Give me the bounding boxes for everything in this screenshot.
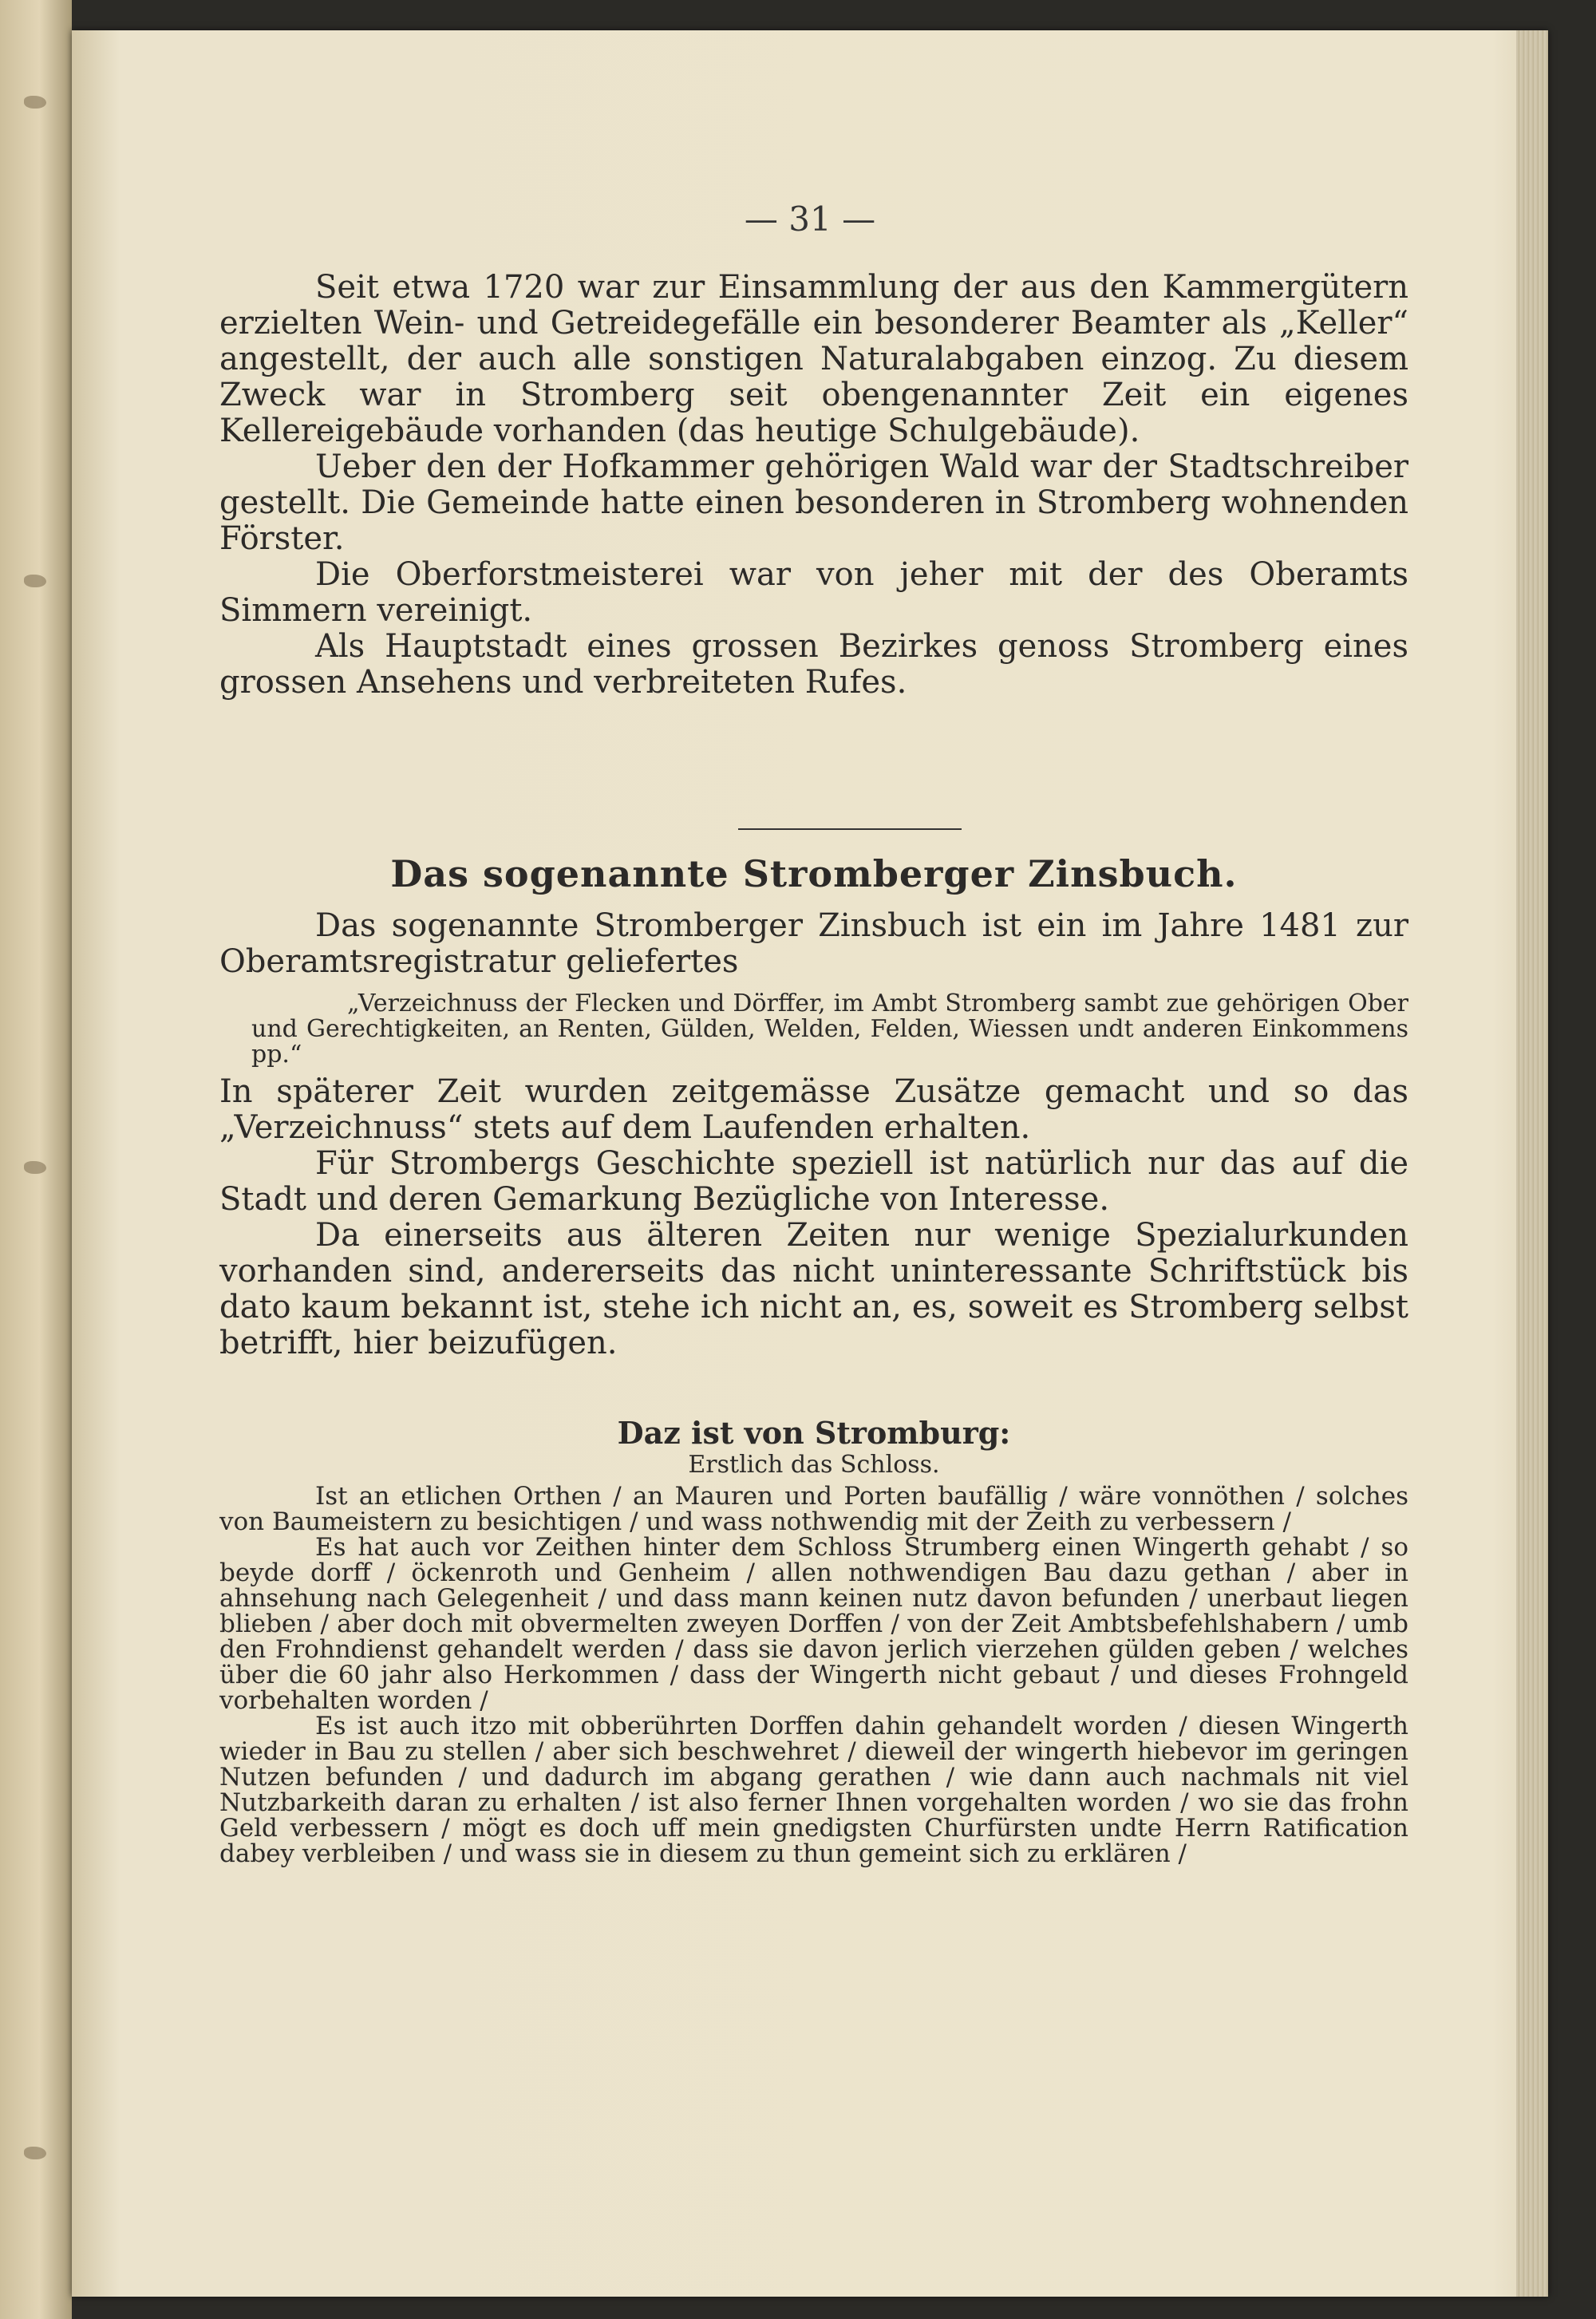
section-divider [738, 828, 962, 830]
stain-mark [24, 1161, 46, 1174]
stain-mark [24, 575, 46, 587]
paragraph: Das sogenannte Stromberger Zinsbuch ist ein im Jahre 1481 zur Oberamtsregistratur geliefertes [219, 907, 1408, 980]
stain-mark [24, 2147, 46, 2159]
paragraph: Ueber den der Hofkammer gehörigen Wald war der Stadtschreiber gestellt. Die Gemeinde hatte einen besonderen in Stromberg wohnenden Förster. [219, 448, 1408, 557]
paragraph: Es ist auch itzo mit obberührten Dorffen dahin gehandelt worden / diesen Wingerth wieder in Bau zu stellen / aber sich beschwehret / dieweil der wingerth hiebevor im geringen Nutzen befunden / und dadurch im abgang gerathen / wie dann auch nachmals nit viel Nutzbarkeith daran zu erhalten / ist also ferner Ihnen vorgehalten worden / wo sie das frohn Geld verbessern / mögt es doch uff mein gnedigsten Churfürsten undte Herrn Ratification dabey verbleiben / und wass sie in diesem zu thun gemeint sich zu erklären / [219, 1712, 1408, 1868]
section-title: Das sogenannte Stromberger Zinsbuch. [390, 852, 1238, 895]
zinsbuch-section [219, 852, 1408, 1361]
book-page [72, 30, 1548, 2297]
stain-mark [24, 96, 46, 109]
subsection-subtitle: Erstlich das Schloss. [688, 1451, 940, 1479]
paragraph: Seit etwa 1720 war zur Einsammlung der aus den Kammergütern erzielten Wein- und Getreidegefälle ein besonderer Beamter als „Keller“ angestellt, der auch alle sonstigen Naturalabgaben einzog. Zu diesem Zweck war in Stromberg seit obengenannter Zeit ein eigenes Kellereigebäude vorhanden (das heutige Schulgebäude). [219, 269, 1408, 449]
paragraph: Für Strombergs Geschichte speziell ist natürlich nur das auf die Stadt und deren Gemarkung Bezügliche von Interesse. [219, 1145, 1408, 1218]
paragraph: Als Hauptstadt eines grossen Bezirkes genoss Stromberg eines grossen Ansehens und verbreiteten Rufes. [219, 628, 1408, 701]
paragraph: Es hat auch vor Zeithen hinter dem Schloss Strumberg einen Wingerth gehabt / so beyde dorff / öckenroth und Genheim / allen nothwendigen Bau dazu gethan / aber in ahnsehung nach Gelegenheit / und dass mann keinen nutz davon befunden / unerbaut liegen blieben / aber doch mit obvermelten zweyen Dorffen / von der Zeit Ambtsbefehlshabern / umb den Frohndienst gehandelt werden / dass sie davon jerlich vierzehen gülden geben / welches über die 60 jahr also Herkommen / dass der Wingerth nicht gebaut / und dieses Frohngeld vorbehalten worden / [219, 1533, 1408, 1715]
stromburg-section [219, 1415, 1408, 1867]
paragraph: Die Oberforstmeisterei war von jeher mit der des Oberamts Simmern vereinigt. [219, 556, 1408, 629]
paragraph: In späterer Zeit wurden zeitgemässe Zusätze gemacht und so das „Verzeichnuss“ stets auf dem Laufenden erhalten. [219, 1073, 1408, 1146]
facing-page-edge [0, 0, 72, 2319]
page-edge [1516, 30, 1548, 2297]
subsection-title: Daz ist von Stromburg: [617, 1415, 1011, 1451]
page-number: — 31 — [744, 200, 876, 239]
intro-block [219, 270, 1408, 701]
paragraph: Da einerseits aus älteren Zeiten nur wenige Spezialurkunden vorhanden sind, andererseits das nicht uninteressante Schriftstück bis dato kaum bekannt ist, stehe ich nicht an, es, soweit es Stromberg selbst betrifft, hier beizufügen. [219, 1217, 1408, 1361]
paragraph: Ist an etlichen Orthen / an Mauren und Porten baufällig / wäre vonnöthen / solches von Baumeistern zu besichtigen / und wass nothwendig mit der Zeith zu verbessern / [219, 1482, 1408, 1536]
quotation: „Verzeichnuss der Flecken und Dörffer, im Ambt Stromberg sambt zue gehörigen Ober und Gerechtigkeiten, an Renten, Gülden, Welden, Felden, Wiessen undt anderen Einkommens pp.“ [251, 990, 1408, 1069]
